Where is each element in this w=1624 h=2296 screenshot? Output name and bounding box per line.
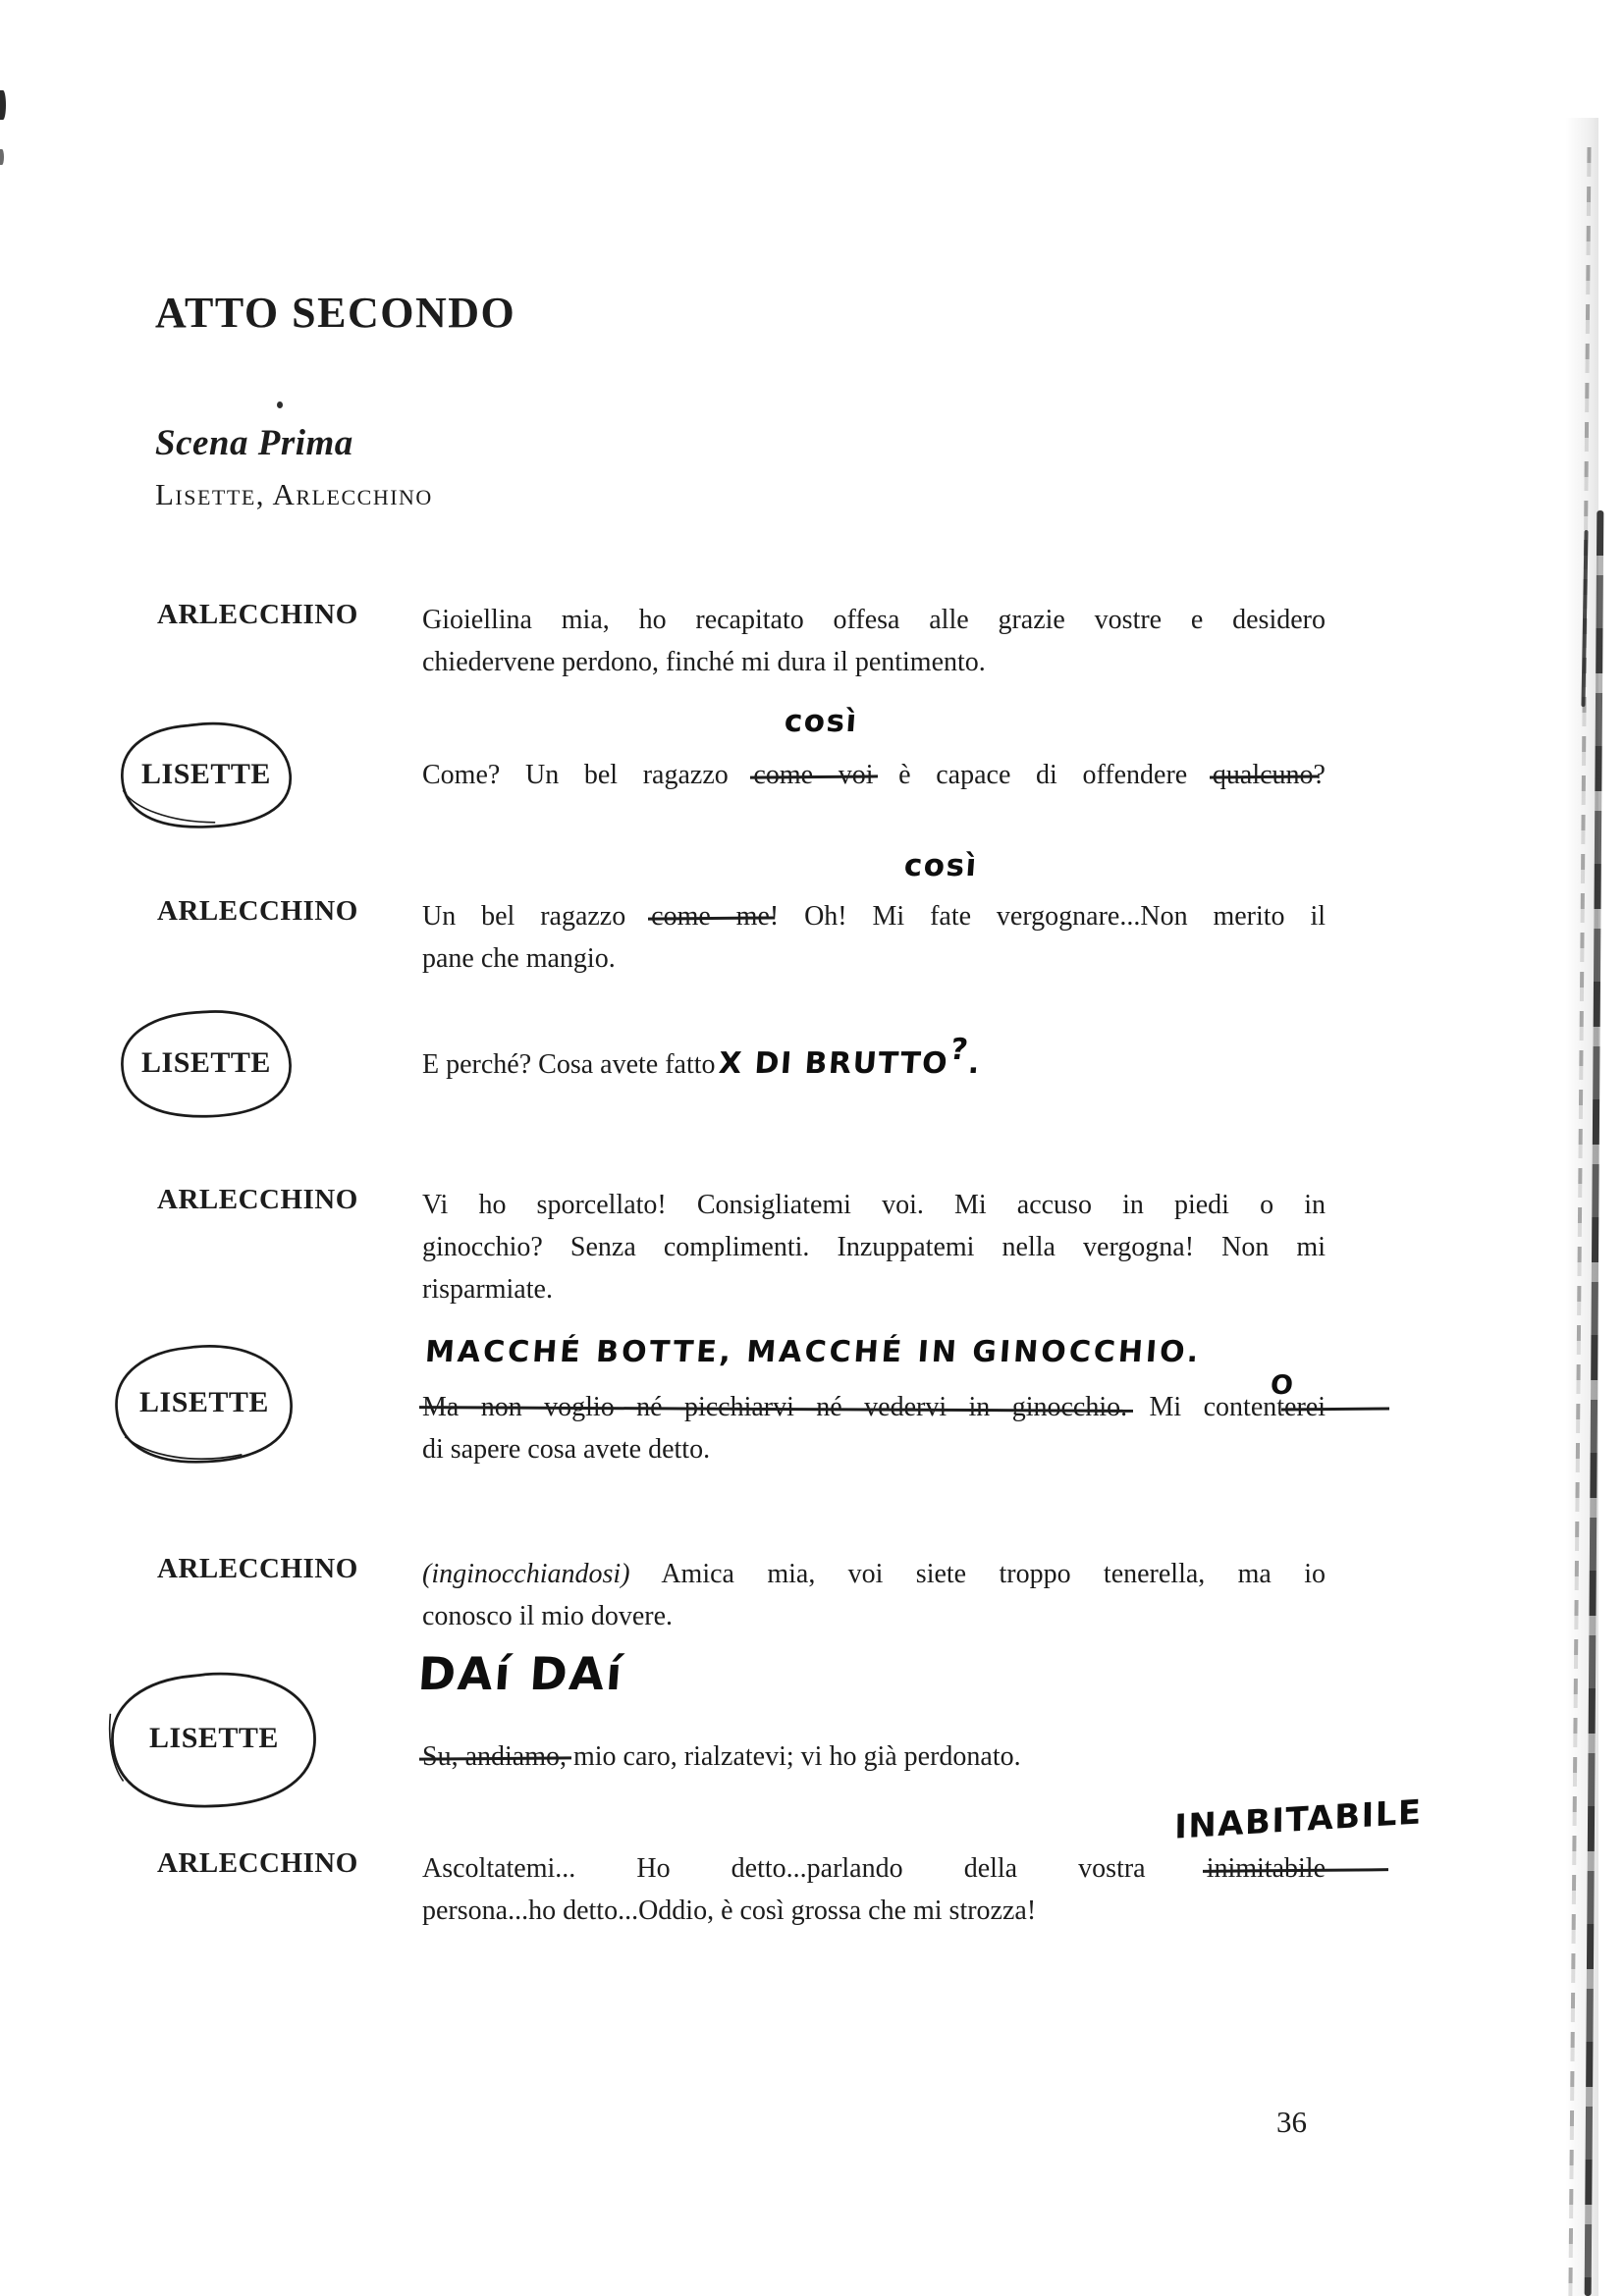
dialogue-line [422,1553,1326,1595]
text-segment: pane che mangio. [422,943,616,974]
hand-circle [110,1341,298,1465]
hand-circle [116,720,297,829]
dialogue [422,1735,1326,1778]
handwritten-dot: . [967,1046,983,1081]
character-list: Lisette, Arlecchino [155,477,433,511]
handwritten-o-correction: O [1269,1370,1296,1401]
dialogue-line [422,1184,1326,1226]
text-segment: persona...ho detto...Oddio, è così grossa che mi strozza! [422,1896,1037,1926]
text-segment: ! Oh! Mi fate vergognare...Non merito il [769,901,1326,932]
dialogue-line [422,1428,1326,1470]
dialogue-line [422,1735,1326,1778]
text-segment: di sapere cosa avete detto. [422,1434,711,1465]
dialogue [422,1847,1326,1932]
dialogue [422,1032,1326,1086]
text-segment: Ascoltatemi... Ho detto...parlando della vostra [422,1853,1207,1884]
text-segment: mio caro, rialzatevi; vi ho già perdonato. [567,1741,1021,1772]
speaker-label: ARLECCHINO [157,895,358,927]
handwritten-question-mark: ? [947,1032,971,1067]
dialogue [422,1184,1326,1310]
text-segment: risparmiate. [422,1274,553,1305]
handwritten-dai-dai: DAí DAí [416,1647,626,1700]
scene-heading: Scena Prima [155,423,353,463]
scan-mark [0,149,4,165]
dialogue-line [422,937,1326,980]
speaker-label: LISETTE [139,1386,269,1418]
text-segment: Mi content [1127,1392,1285,1422]
dialogue-line [422,1268,1326,1310]
handwritten-inabitabile: INABITABILE [1174,1792,1423,1847]
text-segment: Amica mia, voi siete troppo tenerella, ma io [629,1559,1326,1589]
text-segment: chiedervene perdono, finché mi dura il pentimento. [422,647,986,677]
page-number: 36 [1276,2105,1307,2139]
dialogue-line [422,1032,1326,1086]
speaker-label: LISETTE [141,1046,271,1079]
hand-circle [106,1669,322,1808]
dialogue-line [422,1847,1326,1890]
dialogue-line [422,1890,1326,1932]
text-segment: Un bel ragazzo [422,901,652,932]
text-segment: conosco il mio dovere. [422,1601,674,1631]
dialogue [422,1386,1326,1470]
dialogue-line [422,895,1326,937]
text-segment: ? [1313,760,1326,790]
struck-text: erei [1284,1392,1326,1422]
handwritten-cosi: così [783,704,860,739]
text-segment: è capace di offendere [873,760,1213,790]
speaker-label: ARLECCHINO [157,1553,358,1584]
dialogue-line [422,1595,1326,1637]
speaker-label: ARLECCHINO [157,1184,358,1215]
dialogue [422,895,1326,980]
struck-text: Su, andiamo, [422,1741,567,1772]
text-segment: E perché? Cosa avete fatto [422,1049,716,1080]
stage-direction: (inginocchiandosi) [422,1559,630,1589]
text-segment: Come? Un bel ragazzo [422,760,754,790]
stray-dot [277,401,283,408]
text-segment: Gioiellina mia, ho recapitato offesa alle grazie vostre e desidero [422,605,1326,635]
dialogue [422,1553,1326,1637]
dialogue [422,599,1326,683]
dialogue-line [422,599,1326,641]
handwritten-cosi: così [902,848,980,883]
struck-text: qualcuno [1212,760,1314,790]
struck-text: inimitabile [1206,1853,1326,1884]
dialogue-line [422,1226,1326,1268]
handwritten-insertion: X DI BRUTTO [717,1046,949,1081]
dialogue-line [422,1386,1326,1428]
hand-circle [116,1007,297,1119]
speaker-label: ARLECCHINO [157,1847,358,1879]
struck-text: come me [651,901,770,932]
handwritten-macche: MACCHÉ BOTTE, MACCHÉ IN GINOCCHIO. [423,1335,1203,1369]
speaker-label: LISETTE [149,1722,279,1754]
dialogue [422,754,1326,796]
struck-text: come voi [753,760,874,790]
text-segment: Vi ho sporcellato! Consigliatemi voi. Mi accuso in piedi o in [422,1190,1326,1220]
speaker-label: LISETTE [141,758,271,790]
speaker-label: ARLECCHINO [157,599,358,630]
dialogue-line [422,641,1326,683]
text-segment: ginocchio? Senza complimenti. Inzuppatemi nella vergogna! Non mi [422,1232,1326,1262]
struck-text: Ma non voglio né picchiarvi né vedervi in ginocchio. [422,1392,1128,1422]
dialogue-line [422,754,1326,796]
scan-mark [0,90,6,120]
act-title: ATTO SECONDO [155,289,516,337]
